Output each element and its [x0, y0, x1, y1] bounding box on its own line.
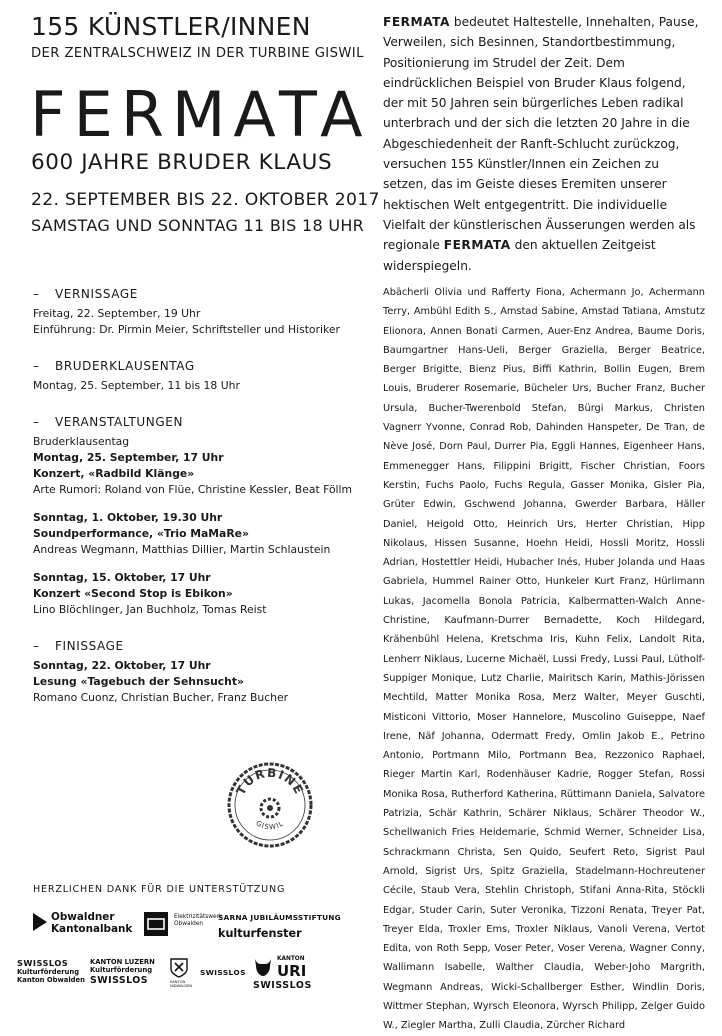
- event-date: Sonntag, 15. Oktober, 17 Uhr: [33, 571, 211, 584]
- event-pre: Bruderklausentag: [33, 435, 130, 448]
- event-people: Andreas Wegmann, Matthias Dillier, Martin Schlaustein: [33, 543, 331, 556]
- occasion-title: 600 JAHRE BRUDER KLAUS: [31, 150, 333, 175]
- dash-marker: –: [33, 639, 40, 653]
- program-column: [33, 286, 363, 726]
- sponsor-text: KANTON: [277, 956, 305, 962]
- section-title: [33, 286, 363, 302]
- event-name: Lesung «Tagebuch der Sehnsucht»: [33, 675, 244, 688]
- dash-marker: –: [33, 359, 40, 373]
- stamp-top-text: TURBINE: [233, 765, 307, 798]
- event-date: Montag, 25. September, 11 bis 18 Uhr: [33, 379, 240, 392]
- event-people: Arte Rumori: Roland von Flüe, Christine Kessler, Beat Föllm: [33, 483, 353, 496]
- sponsor-text: Kantonalbank: [51, 923, 133, 935]
- event-name: Konzert «Second Stop is Ebikon»: [33, 587, 233, 600]
- sponsor-text-line: KANTON: [170, 980, 186, 984]
- event-item: [33, 510, 363, 558]
- thanks-heading: HERZLICHEN DANK FÜR DIE UNTERSTÜTZUNG: [33, 884, 286, 895]
- artist-list: Abächerli Olivia und Rafferty Fiona, Achermann Jo, Achermann Terry, Ambühl Edith S., Amstad Sabine, Amstad Tatiana, Amstutz Elionora, Annen Bonati Carmen, Auer-Enz Andrea, Baume Doris, Baumgartner Hans-Ueli, Berger Graziella, Berger Beatrice, Berger Brigitte, Bienz Pius, Biffi Kathrin, Bollin Eugen, Brem Louis, Bruderer Rosemarie, Bücheler Urs, Bucher Franz, Bucher Ursula, Bucher-Twerenbold Stefan, Bürgi Markus, Christen Vagnerr Yvonne, Conrad Rob, Dahinden Hanspeter, De Tran, de Nève José, Dorn Paul, Durrer Pia, Eggli Hannes, Eigenheer Hans, Emmenegger Hans, Filippini Brigitt, Fischer Christian, Foors Kerstin, Fuchs Paolo, Fuchs Regula, Gasser Monika, Gisler Pia, Grüter Edwin, Gschwend Johanna, Gwerder Barbara, Häller Daniel, Heigold Otto, Heinrich Urs, Herter Christian, Hipp Nikolaus, Hissen Susanne, Hoehn Heidi, Hossli Moritz, Hossli Adrian, Hostettler Heidi, Hubacher Inés, Huber Jolanda und Haas Gabriela, Hummel Rainer Otto, Hunkeler Kurt Franz, Hürlimann Lukas, Jacomella Bonola Patricia, Kalbermatten-Walch Anne-Christine, Kaufmann-Durrer Bernadette, Koch Hildegard, Krähenbühl Helena, Kretschma Iris, Kuhn Felix, Landolt Rita, Lenherr Niklaus, Lucerne Michaël, Lussi Fredy, Lussi Paul, Lütholf-Suppiger Monique, Lutz Charlie, Mairitsch Karin, Mathis-Jörissen Mechtild, Matter Monika Rosa, Merz Walter, Meyer Guschti, Misticoni Vittorio, Moser Hannelore, Muscolino Guiseppe, Naef Irene, Näf Johanna, Odermatt Fredy, Omlin Jakob E., Petrino Antonio, Portmann Milo, Portmann Bea, Rezzonico Raphael, Rieger Martin Karl, Rodenhäuser Kadrie, Rogger Stefan, Rossi Monika Rosa, Rutherford Katherina, Rüttimann Daniela, Salvatore Patrizia, Schär Kathrin, Schärer Niklaus, Schärer Theodor W., Schellwanich Fries Heidemarie, Schmid Werner, Schneider Lisa, Schrackmann Christa, Sen Quido, Seufert Reto, Sigrist Paul Arnold, Sigrist Urs, Spitz Graziella, Stadelmann-Hochreutener Cécile, Staub Vera, Stehlin Christoph, Stifani Anna-Rita, Stöckli Edgar, Studer Carin, Suter Veronika, Tizzoni Renata, Treyer Pat, Treyer Elda, Troxler Ems, Troxler Niklaus, Vanoli Verena, Vertot Edita, von Roth Sepp, Voser Peter, Voser Verena, Wagner Conny, Wallimann Isabelle, Walther Claudia, Weber-Joho Margrith, Wegmann Andreas, Wicki-Schallberger Esther, Windlin Doris, Wittmer Stephan, Wyrsch Eleonora, Wyrsch Philipp, Zelger Guido W., Ziegler Martha, Zulli Claudia, Zürcher Richard: [383, 287, 705, 1032]
- sponsor-text: [174, 914, 222, 928]
- turbine-stamp-logo: [225, 760, 315, 850]
- exhibition-dates: 22. SEPTEMBER BIS 22. OKTOBER 2017: [31, 190, 380, 210]
- section-title: [33, 414, 363, 430]
- event-item: [33, 570, 363, 618]
- section-finissage: [33, 638, 363, 706]
- sponsor-text: URI: [277, 962, 307, 980]
- event-name: Soundperformance, «Trio MaMaRe»: [33, 527, 249, 540]
- turbine-gear-icon: [261, 799, 279, 817]
- sponsor-text: Kanton Obwalden: [17, 976, 85, 984]
- sponsor-text: kulturfenster: [218, 927, 302, 940]
- ewo-mark-icon: [144, 912, 168, 936]
- sponsor-text: Obwaldner: [51, 911, 115, 923]
- section-bruderklausentag: [33, 358, 363, 394]
- event-detail: Einführung: Dr. Pirmin Meier, Schriftsteller und Historiker: [33, 323, 340, 336]
- exhibition-subtitle: DER ZENTRALSCHWEIZ IN DER TURBINE GISWIL: [31, 46, 364, 61]
- sponsor-text: SWISSLOS: [253, 980, 312, 991]
- intro-keyword-end: FERMATA: [443, 238, 511, 253]
- section-title-text: FINISSAGE: [55, 639, 124, 653]
- sponsor-text-line: Obwalden: [174, 921, 204, 927]
- intro-keyword: FERMATA: [383, 15, 450, 29]
- event-people: Lino Blöchlinger, Jan Buchholz, Tomas Reist: [33, 603, 267, 616]
- nidwalden-shield-icon: [170, 958, 188, 978]
- section-title-text: VERANSTALTUNGEN: [55, 415, 184, 429]
- section-title: [33, 638, 363, 654]
- stamp-bottom-text: GISWIL: [254, 819, 286, 832]
- section-title-text: VERNISSAGE: [55, 287, 138, 301]
- event-date: Montag, 25. September, 17 Uhr: [33, 451, 224, 464]
- section-veranstaltungen: [33, 414, 363, 618]
- sponsor-text: SWISSLOS: [17, 958, 69, 968]
- sponsor-text: Kulturförderung: [17, 968, 80, 976]
- event-item: [33, 434, 363, 498]
- intro-text-end: den aktuellen Zeitgeist widerspiegeln.: [383, 238, 656, 273]
- okb-mark-icon: [33, 913, 47, 931]
- sponsor-text: SARNA JUBILÄUMSSTIFTUNG: [218, 913, 341, 922]
- event-name: Konzert, «Radbild Klänge»: [33, 467, 195, 480]
- sponsor-swisslos-logo: SWISSLOS: [200, 968, 246, 977]
- section-title: [33, 358, 363, 374]
- event-date: Sonntag, 22. Oktober, 17 Uhr: [33, 659, 211, 672]
- event-date: Freitag, 22. September, 19 Uhr: [33, 307, 201, 320]
- event-date: Sonntag, 1. Oktober, 19.30 Uhr: [33, 511, 223, 524]
- opening-times: SAMSTAG UND SONNTAG 11 BIS 18 UHR: [31, 216, 365, 235]
- sponsor-text: [170, 980, 192, 988]
- sponsor-text: SWISSLOS: [90, 975, 149, 986]
- sponsor-text: Kulturförderung: [90, 966, 153, 974]
- sponsor-text-line: Elektrizitätswerk: [174, 914, 223, 920]
- sponsor-text: KANTON LUZERN: [90, 958, 155, 966]
- sponsor-kanton-nidwalden-logo: [170, 958, 193, 988]
- artists-count-title: 155 KÜNSTLER/INNEN: [31, 12, 311, 41]
- sponsor-text-line: NIDWALDEN: [170, 984, 193, 988]
- exhibition-title: FERMATA: [30, 78, 371, 151]
- intro-text: bedeutet Haltestelle, Innehalten, Pause, Verweilen, sich Besinnen, Standortbestimmung, Positionierung im Strudel der Zeit. Dem eindrücklichen Beispiel von Bruder Klaus folgend, der mit 50 Jahren sein bürgerliches Leben radikal unterbrach und der sich die letzten 20 Jahre in die Abgeschiedenheit der Ranft-Schlucht zurückzog, versuchen 155 Künstler/Innen ein Zeichen zu setzen, das im Geiste dieses Eremiten unserer hektischen Welt entgegentritt. Die individuelle Vielfalt der künstlerischen Äusserungen werden als regionale: [383, 15, 699, 253]
- intro-paragraph: [383, 12, 703, 276]
- section-title-text: BRUDERKLAUSENTAG: [55, 359, 195, 373]
- uri-bull-icon: [253, 956, 273, 978]
- dash-marker: –: [33, 415, 40, 429]
- section-vernissage: [33, 286, 363, 338]
- dash-marker: –: [33, 287, 40, 301]
- event-people: Romano Cuonz, Christian Bucher, Franz Bucher: [33, 691, 289, 704]
